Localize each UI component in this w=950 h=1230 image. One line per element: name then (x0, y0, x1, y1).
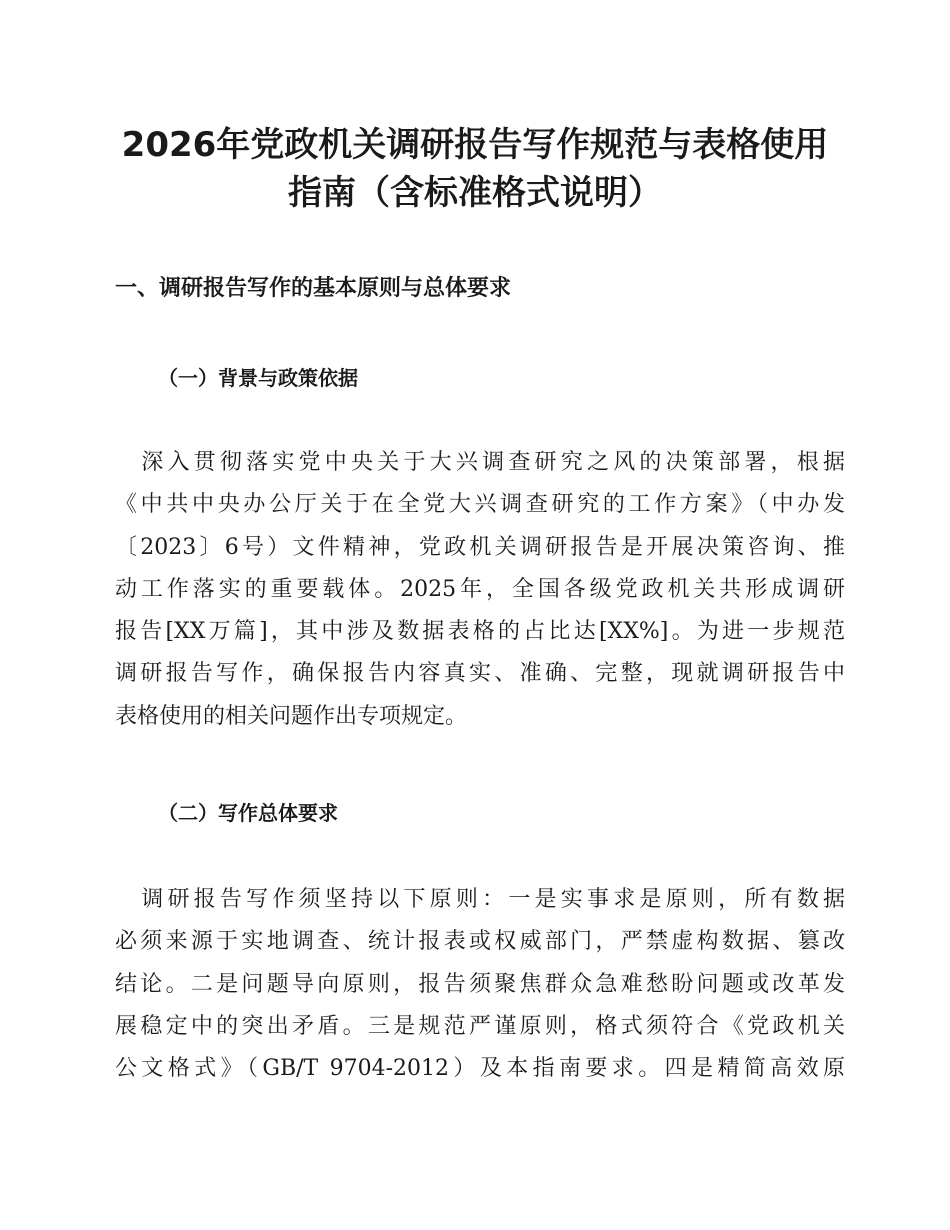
paragraph-line: 展稳定中的突出矛盾。三是规范严谨原则，格式须符合《党政机关 (115, 1013, 845, 1039)
paragraph-line: 《中共中央办公厅关于在全党大兴调查研究的工作方案》（中办发 (115, 492, 845, 518)
paragraph-line: 调研报告写作，确保报告内容真实、准确、完整，现就调研报告中 (115, 661, 845, 687)
subsection-heading-requirements: （二）写作总体要求 (158, 801, 338, 825)
paragraph-line: 公文格式》（GB/T 9704-2012）及本指南要求。四是精简高效原 (115, 1056, 845, 1082)
paragraph-line: 结论。二是问题导向原则，报告须聚焦群众急难愁盼问题或改革发 (115, 971, 845, 997)
subsection-heading-background: （一）背景与政策依据 (158, 366, 358, 390)
paragraph-background (115, 442, 845, 738)
paragraph-line: 动工作落实的重要载体。2025年，全国各级党政机关共形成调研 (115, 576, 845, 602)
paragraph-line: 〔2023〕6号）文件精神，党政机关调研报告是开展决策咨询、推 (115, 534, 845, 560)
document-title (100, 121, 850, 217)
document-title-line-2: 指南（含标准格式说明） (288, 173, 662, 213)
paragraph-line: 报告[XX万篇]，其中涉及数据表格的占比达[XX%]。为进一步规范 (115, 619, 845, 645)
paragraph-line: 表格使用的相关问题作出专项规定。 (115, 703, 468, 729)
paragraph-line: 深入贯彻落实党中央关于大兴调查研究之风的决策部署，根据 (115, 450, 845, 475)
document-title-line-1: 2026年党政机关调研报告写作规范与表格使用 (121, 125, 829, 165)
paragraph-requirements (115, 879, 845, 1090)
section-heading-1: 一、调研报告写作的基本原则与总体要求 (115, 276, 512, 301)
paragraph-line: 必须来源于实地调查、统计报表或权威部门，严禁虚构数据、篡改 (115, 929, 845, 955)
paragraph-line: 调研报告写作须坚持以下原则：一是实事求是原则，所有数据 (115, 887, 845, 912)
